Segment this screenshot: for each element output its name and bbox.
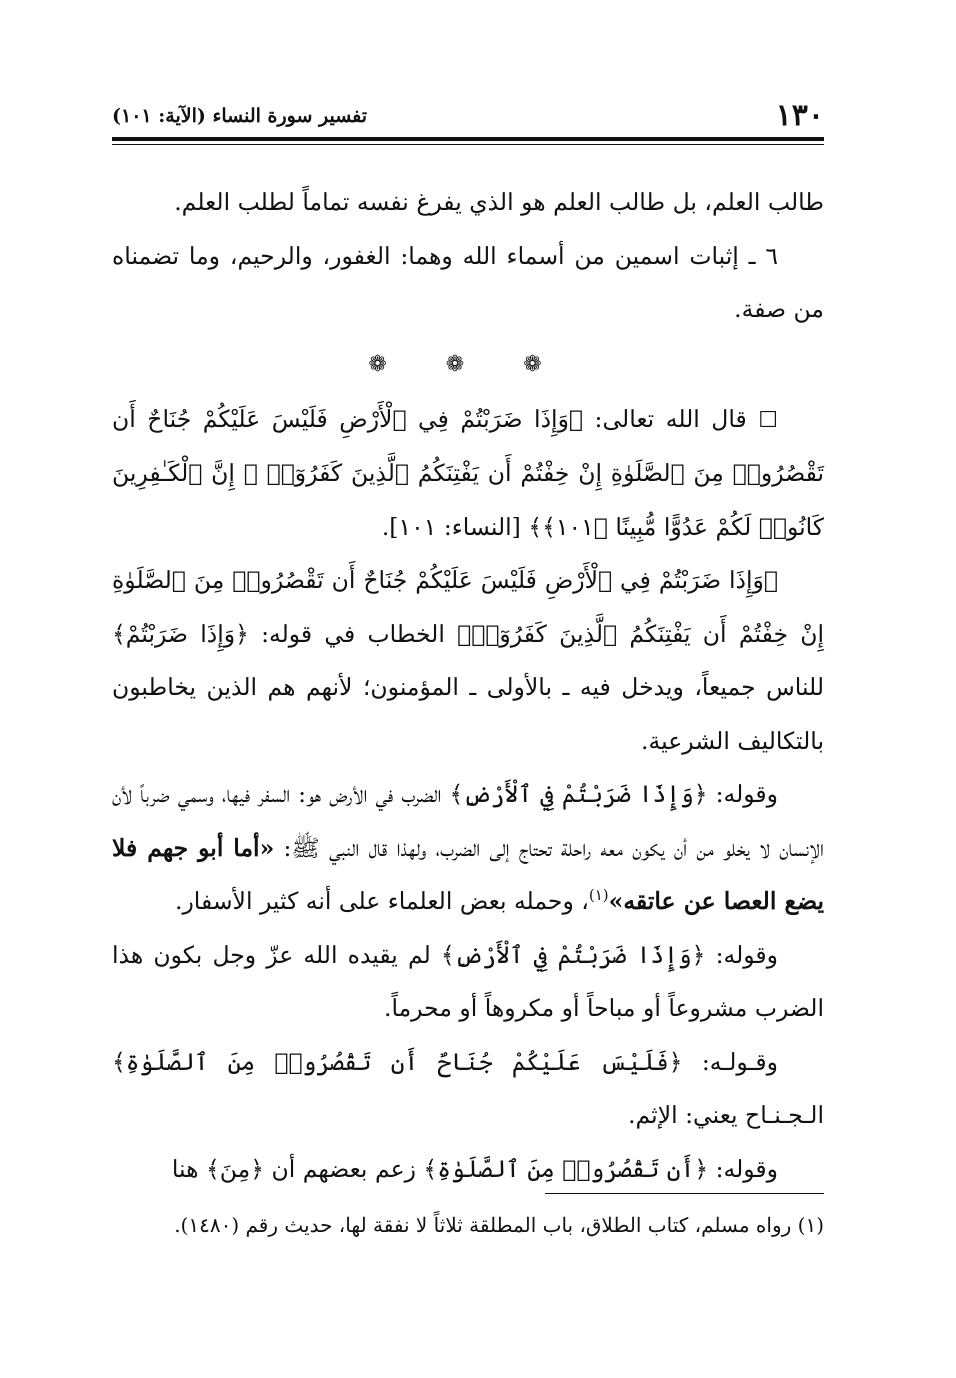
section-separator: ❁ ❁ ❁ (368, 351, 568, 377)
paragraph-text: الخطاب في قوله: (248, 619, 458, 648)
paragraph-5 (112, 1143, 824, 1197)
quran-quote: ﴿مِنَ﴾ (206, 1154, 265, 1183)
paragraph-4 (112, 1036, 824, 1143)
square-marker-icon: ☐ (758, 407, 778, 433)
running-title: تفسير سورة النساء (الآية: ١٠١) (112, 105, 368, 127)
header-rule-thick (112, 137, 824, 141)
footnote (112, 1205, 824, 1245)
paragraph-lead: وقـولـه: (682, 1047, 778, 1076)
quran-verse: ﴿وَإِذَا ضَرَبْتُمْ فِي ٱلْأَرْضِ فَلَيْسَ عَلَيْكُمْ جُنَاحٌ أَن تَقْصُرُوا۟ مِنَ ٱلصَّلَوٰةِ إِنْ خِفْتُمْ أَن يَفْتِنَكُمُ ٱلَّذِينَ كَفَرُوٓا۟ ۚ إِنَّ ٱلْكَـٰفِرِينَ كَانُوا۟ لَكُمْ عَدُوًّا مُّبِينًا ﴿١٠١﴾﴾ (112, 404, 824, 541)
header-rule-thin (112, 144, 824, 145)
footnote-rule (545, 1193, 824, 1194)
paragraph-text: زعم بعضهم أن (264, 1154, 424, 1183)
quran-quote: ﴿وَإِذَا ضَرَبْتُمْ فِي ٱلْأَرْضِ﴾ (449, 780, 708, 808)
paragraph-text: الـجـنـاح يعني: الإثم. (628, 1101, 824, 1129)
paragraph-text: للناس جميعاً، ويدخل فيه ـ بالأولى ـ المؤمنون؛ لأنهم هم الذين يخاطبون بالتكاليف الشرعية. (112, 673, 824, 755)
quran-quote: ﴿فَلَيْسَ عَلَيْكُمْ جُنَاحٌ أَن تَقْصُرُوا۟ مِنَ ٱلصَّلَوٰةِ﴾ (112, 1047, 683, 1076)
footnote-text: (١) رواه مسلم، كتاب الطلاق، باب المطلقة ثلاثاً لا نفقة لها، حديث رقم (١٤٨٠). (174, 1213, 824, 1237)
paragraph-text: لم يقيده الله عزّ وجل بكون هذا الضرب مشروعاً أو مباحاً أو مكروهاً أو محرماً. (112, 940, 824, 1022)
verse-intro: قال الله تعالى: (583, 404, 747, 433)
quran-quote: ﴿وَإِذَا ضَرَبْتُمْ فِي ٱلْأَرْضِ﴾ (440, 940, 706, 969)
paragraph-text: ، وحمله بعض العلماء على أنه كثير الأسفار. (174, 887, 589, 915)
intro-line: طالب العلم، بل طالب العلم هو الذي يفرغ نفسه تماماً لطلب العلم. (174, 188, 824, 216)
quran-quote: ﴿أَن تَقْصُرُوا۟ مِنَ ٱلصَّلَوٰةِ﴾ (423, 1154, 709, 1183)
paragraph-lead: وقوله: (707, 780, 778, 808)
paragraph-lead: وقوله: (705, 940, 778, 969)
verse-block (112, 393, 824, 555)
quran-quote: ﴿وَإِذَا ضَرَبْتُمْ﴾ (112, 619, 249, 648)
paragraph-lead: وقوله: (708, 1154, 778, 1183)
main-text (112, 176, 824, 1196)
paragraph-2 (112, 768, 824, 929)
paragraph-text: الضرب في الأرض هو: السفر فيها، وسمي ضرباً لأن الإنسان لا يخلو من أن يكون معه راحلة تحتاج إلى الضرب، ولهذا قال النبي ﷺ: (112, 780, 824, 862)
hadith-quote: «أما أبو جهم فلا يضع العصا عن عاتقه» (112, 833, 824, 915)
paragraph-1 (112, 554, 824, 768)
page-header (112, 96, 824, 136)
page-number: ١٣٠ (775, 98, 824, 133)
paragraph-text: هنا (171, 1154, 206, 1183)
point-6: ٦ ـ إثبات اسمين من أسماء الله وهما: الغفور، والرحيم، وما تضمناه من صفة. (112, 241, 824, 323)
footnote-reference: (١) (588, 886, 609, 905)
paragraph-3 (112, 929, 824, 1036)
verse-reference: [النساء: ١٠١]. (381, 512, 529, 541)
quran-quote: ﴿وَإِذَا ضَرَبْتُمْ فِي ٱلْأَرْضِ فَلَيْسَ عَلَيْكُمْ جُنَاحٌ أَن تَقْصُرُوا۟ مِنَ ٱلصَّلَوٰةِ إِنْ خِفْتُمْ أَن يَفْتِنَكُمُ ٱلَّذِينَ كَفَرُوٓا۟﴾ (112, 566, 825, 648)
